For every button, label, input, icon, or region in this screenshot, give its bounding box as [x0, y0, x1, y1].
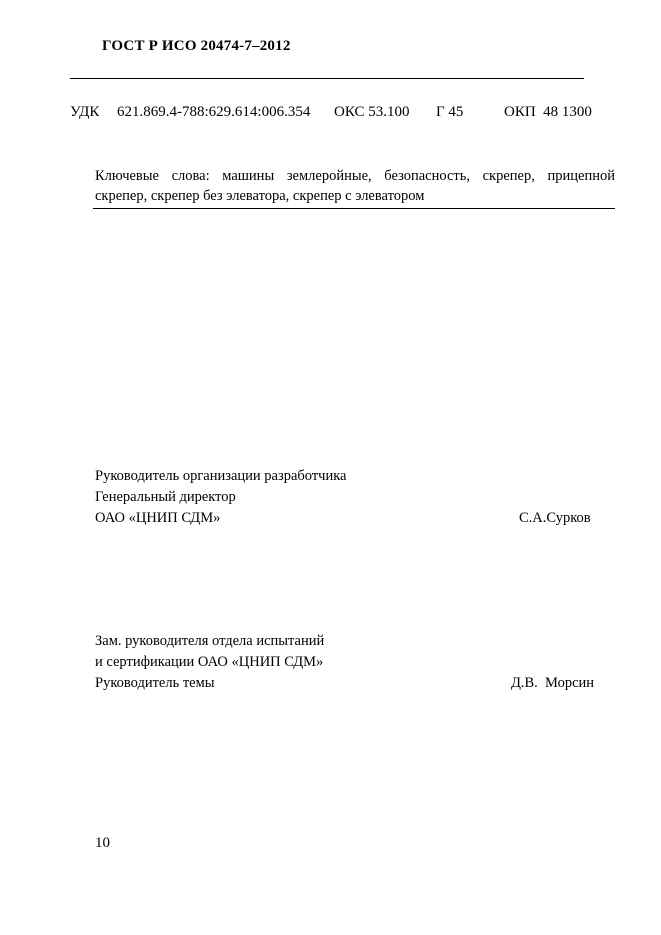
g-code: Г 45 [436, 104, 464, 120]
header-rule [70, 78, 584, 79]
page-number: 10 [95, 835, 110, 851]
standard-header: ГОСТ Р ИСО 20474-7–2012 [102, 38, 291, 54]
keywords-rule [93, 208, 615, 209]
signatory-1-line-3: ОАО «ЦНИП СДМ» [95, 510, 221, 526]
signatory-2-line-2: и сертификации ОАО «ЦНИП СДМ» [95, 654, 324, 670]
signatory-1-name: С.А.Сурков [519, 510, 591, 526]
okp-code: ОКП 48 1300 [504, 104, 592, 120]
signatory-2-name: Д.В. Морсин [511, 675, 595, 691]
signatory-1-line-1: Руководитель организации разработчика [95, 468, 347, 484]
signatory-2-line-1: Зам. руководителя отдела испытаний [95, 633, 325, 649]
udk-label: УДК [70, 104, 100, 120]
keywords-paragraph: Ключевые слова: машины землеройные, безопасность, скрепер, прицепной скрепер, скрепер без элеватора, скрепер с элеватором [95, 168, 615, 204]
signatory-2-line-3: Руководитель темы [95, 675, 215, 691]
oks-code: ОКС 53.100 [334, 104, 410, 120]
udk-value: 621.869.4-788:629.614:006.354 [117, 104, 311, 120]
signatory-1-line-2: Генеральный директор [95, 489, 236, 505]
